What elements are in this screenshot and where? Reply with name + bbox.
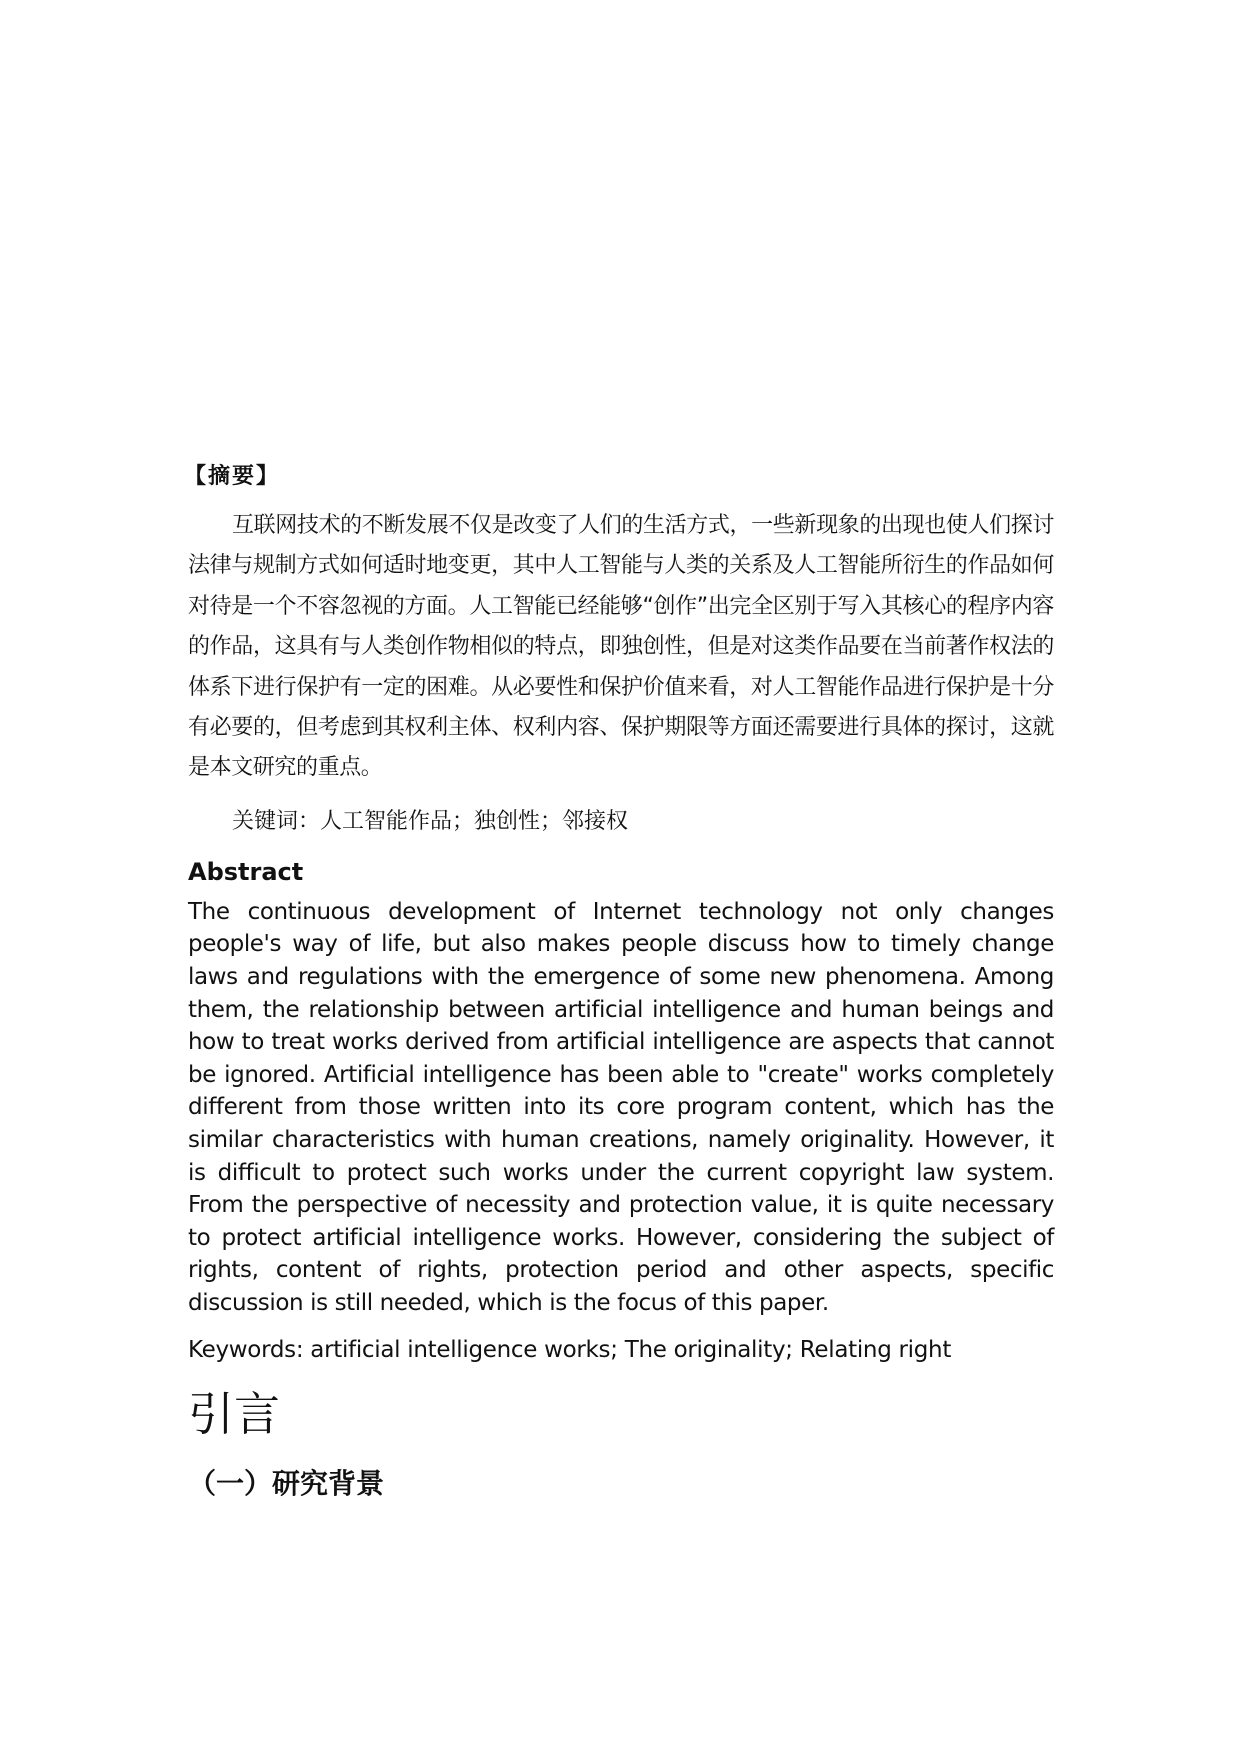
abstract-en-heading: Abstract: [188, 857, 304, 886]
abstract-cn-body: 互联网技术的不断发展不仅是改变了人们的生活方式，一些新现象的出现也使人们探讨法律与规制方式如何适时地变更，其中人工智能与人类的关系及人工智能所衍生的作品如何对待是一个不容忽视的方面。人工智能已经能够“创作”出完全区别于写入其核心的程序内容的作品，这具有与人类创作物相似的特点，即独创性，但是对这类作品要在当前著作权法的体系下进行保护有一定的困难。从必要性和保护价值来看，对人工智能作品进行保护是十分有必要的，但考虑到其权利主体、权利内容、保护期限等方面还需要进行具体的探讨，这就是本文研究的重点。: [188, 513, 1054, 781]
abstract-en-body: The continuous development of Internet technology not only changes people's way of life, but also makes people discuss how to timely change laws and regulations with the emergence of some new phenomena. Among them, the relationship between artificial intelligence and human beings and how to treat works derived from artificial intelligence are aspects that cannot be ignored. Artificial intelligence has been able to "create" works completely different from those written into its core program content, which has the similar characteristics with human creations, namely originality. However, it is difficult to protect such works under the current copyright law system. From the perspective of necessity and protection value, it is quite necessary to protect artificial intelligence works. However, considering the subject of rights, content of rights, protection period and other aspects, specific discussion is still needed, which is the focus of this paper.: [188, 898, 1054, 1316]
abstract-cn-keywords: 关键词：人工智能作品；独创性；邻接权: [232, 808, 629, 834]
abstract-en-keywords: Keywords: artificial intelligence works; The originality; Relating right: [188, 1336, 952, 1363]
abstract-cn-heading: 【摘要】: [184, 463, 281, 489]
document-page: [184, 456, 1054, 1506]
section-title: （一）研究背景: [188, 1466, 385, 1500]
chapter-title: 引言: [188, 1386, 280, 1441]
